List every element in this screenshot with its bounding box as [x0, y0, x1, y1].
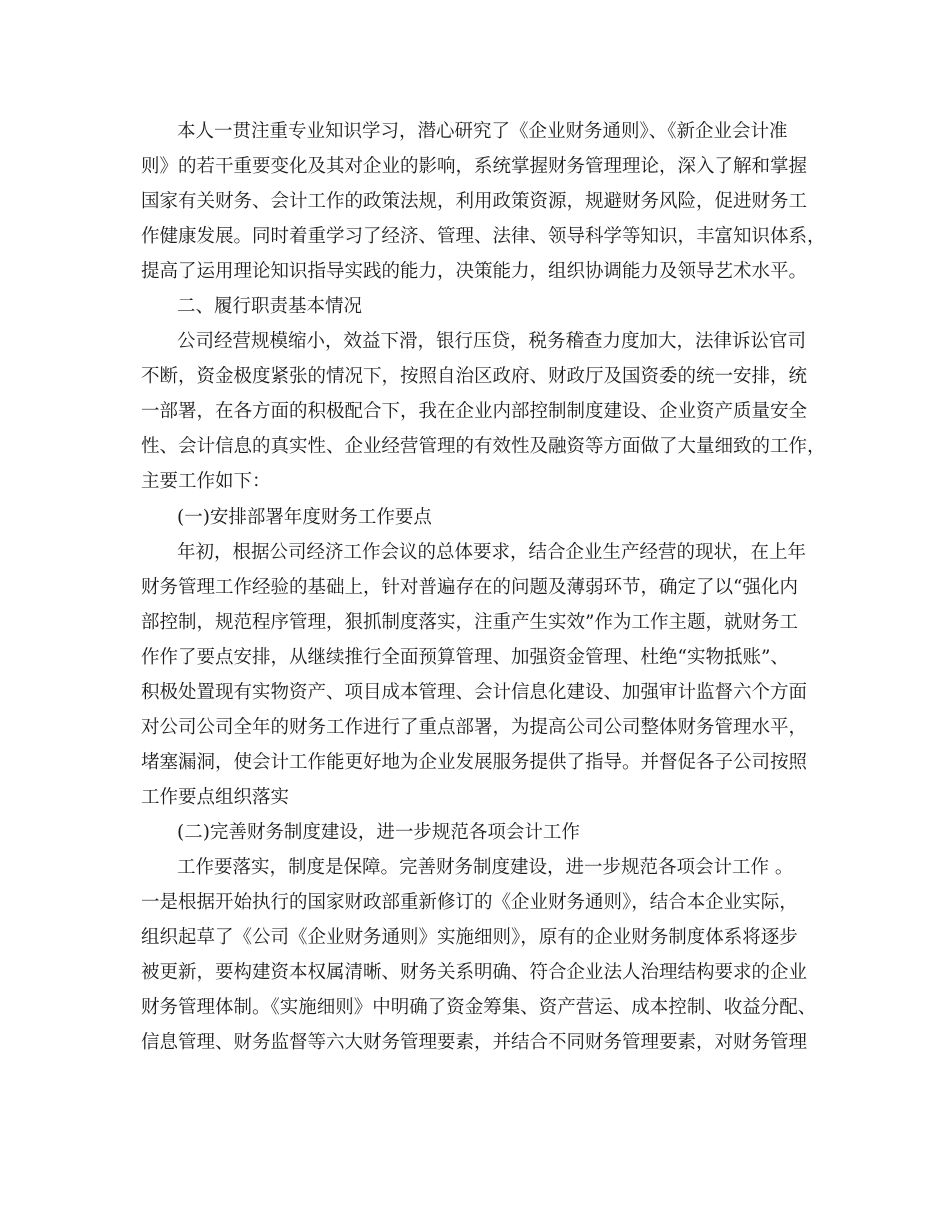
body-text-line: 信息管理、财务监督等六大财务管理要素，并结合不同财务管理要素，对财务管理: [141, 1032, 808, 1053]
body-text-line: 作作了要点安排，从继续推行全面预算管理、加强资金管理、杜绝“实物抵账”、: [141, 647, 789, 668]
body-text-line: 国家有关财务、会计工作的政策法规，利用政策资源，规避财务风险，促进财务工: [141, 191, 808, 212]
body-text-line: 对公司公司全年的财务工作进行了重点部署，为提高公司公司整体财务管理水平，: [141, 717, 808, 738]
subsection-heading: (一)安排部署年度财务工作要点: [177, 507, 432, 528]
body-text-line: 部控制，规范程序管理，狠抓制度落实，注重产生实效”作为工作主题，就财务工: [141, 612, 798, 633]
body-text-line: 工作要落实，制度是保障。完善财务制度建设，进一步规范各项会计工作 。: [177, 857, 794, 878]
body-text-line: 积极处置现有实物资产、项目成本管理、会计信息化建设、加强审计监督六个方面: [141, 682, 808, 703]
body-text-line: 公司经营规模缩小，效益下滑，银行压贷，税务稽查力度加大，法律诉讼官司: [177, 331, 807, 352]
body-text-line: 一是根据开始执行的国家财政部重新修订的《企业财务通则》，结合本企业实际，: [141, 892, 798, 913]
body-text-line: 一部署，在各方面的积极配合下，我在企业内部控制制度建设、企业资产质量安全: [141, 401, 808, 422]
section-heading: 二、履行职责基本情况: [177, 296, 363, 317]
body-text-line: 则》的若干重要变化及其对企业的影响，系统掌握财务管理理论，深入了解和掌握: [141, 156, 808, 177]
body-text-line: 作健康发展。同时着重学习了经济、管理、法律、领导科学等知识，丰富知识体系，: [141, 226, 826, 247]
body-text-line: 本人一贯注重专业知识学习，潜心研究了《企业财务通则》、《新企业会计准: [177, 121, 788, 142]
body-text-line: 性、会计信息的真实性、企业经营管理的有效性及融资等方面做了大量细致的工作，: [141, 436, 826, 457]
body-text-line: 工作要点组织落实: [141, 787, 290, 808]
body-text-line: 财务管理工作经验的基础上，针对普遍存在的问题及薄弱环节，确定了以“强化内: [141, 577, 798, 598]
body-text-line: 堵塞漏洞，使会计工作能更好地为企业发展服务提供了指导。并督促各子公司按照: [141, 752, 808, 773]
body-text-line: 组织起草了《公司《企业财务通则》实施细则》，原有的企业财务制度体系将逐步: [141, 927, 798, 948]
body-text-line: 财务管理体制。《实施细则》中明确了资金筹集、资产营运、成本控制、收益分配、: [141, 997, 817, 1018]
body-text-line: 年初，根据公司经济工作会议的总体要求，结合企业生产经营的现状，在上年: [177, 542, 807, 563]
subsection-heading: (二)完善财务制度建设，进一步规范各项会计工作: [177, 822, 580, 843]
body-text-line: 提高了运用理论知识指导实践的能力，决策能力，组织协调能力及领导艺术水平。: [141, 261, 808, 282]
body-text-line: 不断，资金极度紧张的情况下，按照自治区政府、财政厅及国资委的统一安排，统: [141, 366, 808, 387]
body-text-line: 被更新，要构建资本权属清晰、财务关系明确、符合企业法人治理结构要求的企业: [141, 962, 808, 983]
body-text-line: 主要工作如下：: [141, 471, 271, 492]
